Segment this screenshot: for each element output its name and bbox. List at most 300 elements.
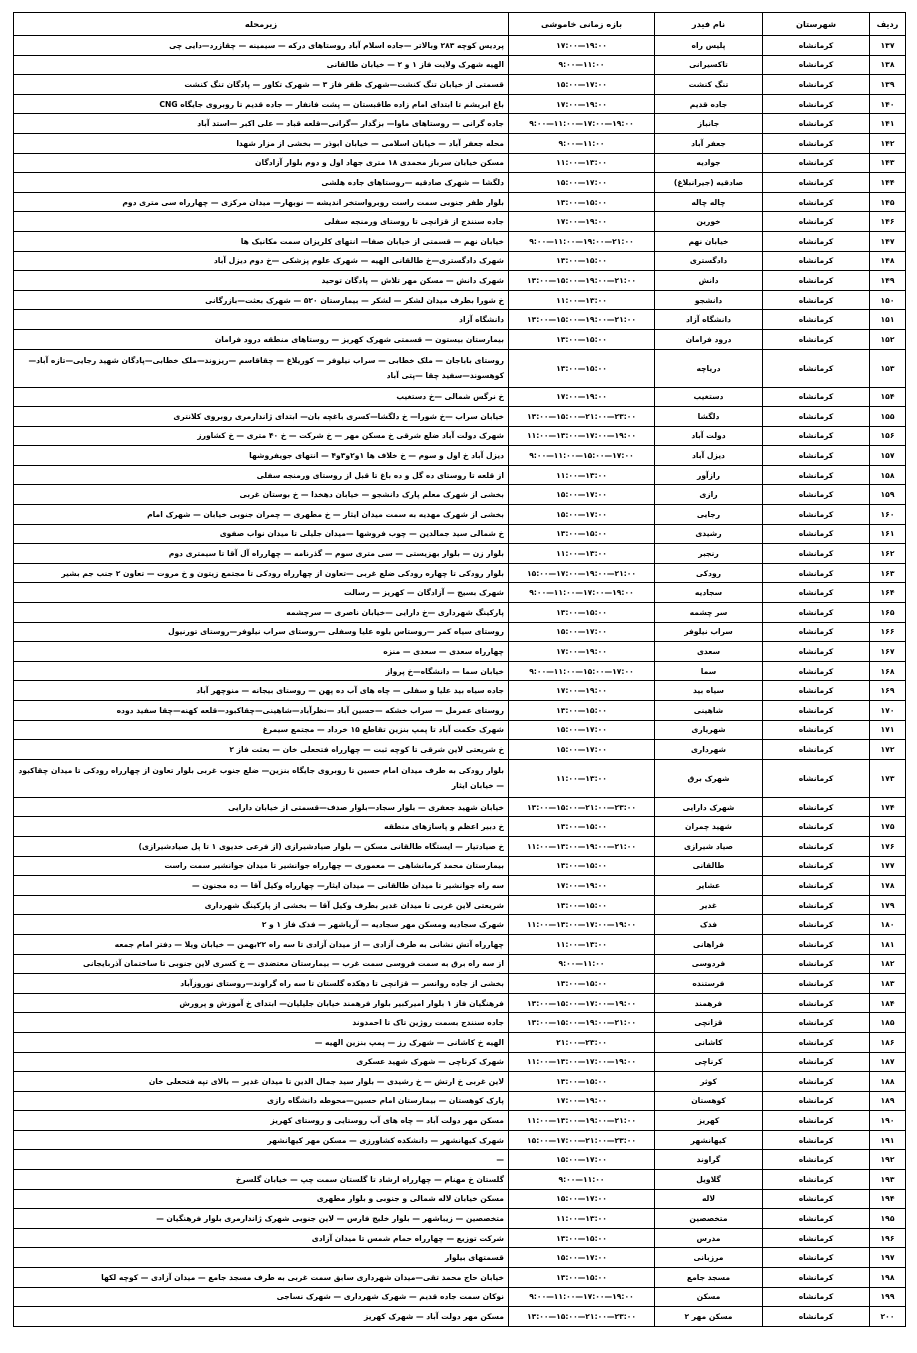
row-number-cell: ۱۷۲ xyxy=(870,740,906,760)
outage-schedule-cell: ۱۱:۰۰—۱۳:۰۰—۱۷:۰۰—۱۹:۰۰ xyxy=(509,1052,655,1072)
table-row xyxy=(14,310,906,330)
outage-schedule-cell: ۱۳:۰۰—۱۵:۰۰ xyxy=(509,817,655,837)
area-cell: شهرک دانش — مسکن مهر تلاش — پادگان توحید xyxy=(14,271,509,291)
table-row xyxy=(14,231,906,251)
feeder-name-cell: چاله چاله xyxy=(655,192,763,212)
table-row xyxy=(14,329,906,349)
outage-schedule-cell: ۱۵:۰۰—۱۷:۰۰ xyxy=(509,75,655,95)
city-cell: کرمانشاه xyxy=(763,1013,870,1033)
outage-schedule-cell: ۱۱:۰۰—۱۳:۰۰—۱۷:۰۰—۱۹:۰۰ xyxy=(509,915,655,935)
outage-schedule-cell: ۱۳:۰۰—۱۵:۰۰—۱۹:۰۰—۲۱:۰۰ xyxy=(509,271,655,291)
table-row xyxy=(14,55,906,75)
area-cell: قسمتی از خیابان تنگ کنشت—شهرک ظفر فاز ۳ — شهرک تکاور — پادگان تنگ کنشت xyxy=(14,75,509,95)
area-cell: باغ ابریشم تا ابتدای امام زاده طاقبستان — پشت فانفار — جاده قدیم تا روبروی جایگاه CNG xyxy=(14,94,509,114)
table-row xyxy=(14,173,906,193)
area-cell: جاده گرانی — روستاهای ماوا— بزگدار —گرانی—قلعه قباد — علی اکبر —استد آباد xyxy=(14,114,509,134)
outage-schedule-cell: ۱۷:۰۰—۱۹:۰۰ xyxy=(509,36,655,56)
outage-schedule-cell: ۱۱:۰۰—۱۳:۰۰ xyxy=(509,934,655,954)
city-cell: کرمانشاه xyxy=(763,622,870,642)
city-cell: کرمانشاه xyxy=(763,1268,870,1288)
row-number-cell: ۱۹۹ xyxy=(870,1287,906,1307)
table-row xyxy=(14,661,906,681)
table-row xyxy=(14,153,906,173)
city-cell: کرمانشاه xyxy=(763,55,870,75)
feeder-name-cell: رشیدی xyxy=(655,524,763,544)
feeder-name-cell: گلاویل xyxy=(655,1170,763,1190)
city-cell: کرمانشاه xyxy=(763,387,870,407)
table-row xyxy=(14,349,906,387)
feeder-name-cell: کاشانی xyxy=(655,1032,763,1052)
table-row xyxy=(14,740,906,760)
city-cell: کرمانشاه xyxy=(763,720,870,740)
row-number-cell: ۱۵۴ xyxy=(870,387,906,407)
city-cell: کرمانشاه xyxy=(763,1072,870,1092)
outage-schedule-cell: ۱۱:۰۰—۱۳:۰۰ xyxy=(509,759,655,797)
table-row xyxy=(14,485,906,505)
row-number-cell: ۱۸۱ xyxy=(870,934,906,954)
outage-schedule-cell: ۱۷:۰۰—۱۹:۰۰ xyxy=(509,681,655,701)
feeder-name-cell: مسکن مهر ۲ xyxy=(655,1307,763,1327)
area-cell: مسکن مهر دولت آباد — چاه های آب روستایی و روستای کهریز xyxy=(14,1111,509,1131)
feeder-name-cell: شهرک دارایی xyxy=(655,797,763,817)
area-cell: مسکن مهر دولت آباد — شهرک کهریز xyxy=(14,1307,509,1327)
row-number-cell: ۱۹۱ xyxy=(870,1130,906,1150)
feeder-name-cell: تاکسیرانی xyxy=(655,55,763,75)
outage-schedule-cell: ۱۳:۰۰—۱۵:۰۰ xyxy=(509,856,655,876)
area-cell: چهارراه سعدی — سعدی — منزه xyxy=(14,642,509,662)
outage-schedule-cell: ۹:۰۰—۱۱:۰۰ xyxy=(509,133,655,153)
area-cell: شهرک حکمت آباد تا پمپ بنزین تقاطع ۱۵ خرداد — مجتمع سیمرغ xyxy=(14,720,509,740)
area-cell: قسمتهای بیلوار xyxy=(14,1248,509,1268)
area-cell: بلوار رودکی تا چهاره رودکی ضلع غربی —تعاون از چهارراه رودکی تا مجتمع زیتون و خ مروت — تعاون ۲ جنب جم بشیر xyxy=(14,563,509,583)
feeder-name-cell: متخصصین xyxy=(655,1209,763,1229)
table-row xyxy=(14,1287,906,1307)
area-cell: پردیس کوچه ۲۸۳ وبالاتر —جاده اسلام آباد روستاهای درکه — سیمینه — چقازرد—دایی چی xyxy=(14,36,509,56)
row-number-cell: ۱۷۸ xyxy=(870,876,906,896)
area-cell: خ شریعتی لاین شرقی تا کوچه ثبت — چهارراه فتحعلی خان — بعثت فاز ۲ xyxy=(14,740,509,760)
outage-schedule-cell: ۱۷:۰۰—۱۹:۰۰ xyxy=(509,212,655,232)
outage-schedule-cell: ۱۵:۰۰—۱۷:۰۰ xyxy=(509,485,655,505)
city-cell: کرمانشاه xyxy=(763,426,870,446)
city-cell: کرمانشاه xyxy=(763,856,870,876)
feeder-name-cell: جعفر آباد xyxy=(655,133,763,153)
feeder-name-cell: دلگشا xyxy=(655,407,763,427)
outage-schedule-cell: ۱۷:۰۰—۱۹:۰۰ xyxy=(509,94,655,114)
area-cell: بخشی از شهرک معلم پارک دانشجو — خیابان دهخدا — خ بوستان غربی xyxy=(14,485,509,505)
row-number-cell: ۱۵۹ xyxy=(870,485,906,505)
outage-schedule-cell: ۱۵:۰۰—۱۷:۰۰ xyxy=(509,740,655,760)
row-number-cell: ۱۵۷ xyxy=(870,446,906,466)
row-number-cell: ۱۹۷ xyxy=(870,1248,906,1268)
row-number-cell: ۱۷۵ xyxy=(870,817,906,837)
table-row xyxy=(14,856,906,876)
outage-schedule-cell: ۱۳:۰۰—۱۵:۰۰—۱۹:۰۰—۲۱:۰۰ xyxy=(509,1013,655,1033)
feeder-name-cell: گراوند xyxy=(655,1150,763,1170)
row-number-cell: ۱۳۸ xyxy=(870,55,906,75)
row-number-cell: ۱۶۷ xyxy=(870,642,906,662)
outage-schedule-cell: ۱۳:۰۰—۱۵:۰۰ xyxy=(509,701,655,721)
area-cell: دیزل آباد خ اول و سوم — خ خلاف ها ۱و۲و۳و۴ — انتهای جویفروشها xyxy=(14,446,509,466)
row-number-cell: ۱۶۱ xyxy=(870,524,906,544)
table-row xyxy=(14,934,906,954)
area-cell: جاده سنندج بسمت روژین تاک تا احمدوند xyxy=(14,1013,509,1033)
area-cell: دانشگاه آزاد xyxy=(14,310,509,330)
table-row xyxy=(14,759,906,797)
feeder-name-cell: شهریاری xyxy=(655,720,763,740)
row-number-cell: ۱۸۳ xyxy=(870,974,906,994)
city-cell: کرمانشاه xyxy=(763,1209,870,1229)
row-number-cell: ۱۶۵ xyxy=(870,603,906,623)
city-cell: کرمانشاه xyxy=(763,1052,870,1072)
area-cell: خ صیادتیار — ایستگاه طالقانی مسکن — بلوار صیادشیرازی (از فرعی خدیوی ۱ تا پل صیادشیرازی) xyxy=(14,836,509,856)
table-row xyxy=(14,133,906,153)
city-cell: کرمانشاه xyxy=(763,1111,870,1131)
table-row xyxy=(14,797,906,817)
row-number-cell: ۱۹۲ xyxy=(870,1150,906,1170)
outage-schedule-cell: ۹:۰۰—۱۱:۰۰—۱۷:۰۰—۱۹:۰۰ xyxy=(509,114,655,134)
table-row xyxy=(14,290,906,310)
outage-schedule-cell: ۱۳:۰۰—۱۵:۰۰ xyxy=(509,895,655,915)
area-cell: شهرک دولت آباد ضلع شرقی خ مسکن مهر — خ شرکت — خ ۴۰ متری — خ کشاورز xyxy=(14,426,509,446)
area-cell: روستای سیاه کمر —روستاس بلوه علیا وسفلی —روستای سراب نیلوفر—روستای تورنیول xyxy=(14,622,509,642)
feeder-name-cell: تنگ کنشت xyxy=(655,75,763,95)
city-cell: کرمانشاه xyxy=(763,934,870,954)
outage-schedule-cell: ۱۱:۰۰—۱۳:۰۰—۱۷:۰۰—۱۹:۰۰ xyxy=(509,426,655,446)
row-number-cell: ۱۷۷ xyxy=(870,856,906,876)
feeder-name-cell: سجادیه xyxy=(655,583,763,603)
city-cell: کرمانشاه xyxy=(763,701,870,721)
table-row xyxy=(14,36,906,56)
area-cell: خیابان شهید جعفری — بلوار سجاد—بلوار صدف—قسمتی از خیابان دارایی xyxy=(14,797,509,817)
table-row xyxy=(14,505,906,525)
row-number-cell: ۱۹۶ xyxy=(870,1228,906,1248)
outage-schedule-cell: ۱۱:۰۰—۱۳:۰۰ xyxy=(509,465,655,485)
table-row xyxy=(14,622,906,642)
feeder-name-cell: قزانچی xyxy=(655,1013,763,1033)
feeder-name-cell: مسکن xyxy=(655,1287,763,1307)
feeder-name-cell: سراب نیلوفر xyxy=(655,622,763,642)
area-cell: شهرک کرناچی — شهرک شهید عسکری xyxy=(14,1052,509,1072)
table-row xyxy=(14,75,906,95)
city-cell: کرمانشاه xyxy=(763,114,870,134)
feeder-name-cell: مرزبانی xyxy=(655,1248,763,1268)
city-cell: کرمانشاه xyxy=(763,36,870,56)
feeder-name-cell: کوثر xyxy=(655,1072,763,1092)
outage-schedule-cell: ۹:۰۰—۱۱:۰۰—۱۵:۰۰—۱۷:۰۰ xyxy=(509,661,655,681)
feeder-name-cell: دادگستری xyxy=(655,251,763,271)
area-cell: خ شمالی سید جمالدین — چوب فروشها —میدان جلیلی تا میدان نواب صفوی xyxy=(14,524,509,544)
city-cell: کرمانشاه xyxy=(763,212,870,232)
city-cell: کرمانشاه xyxy=(763,231,870,251)
row-number-cell: ۱۴۰ xyxy=(870,94,906,114)
table-header-row xyxy=(14,13,906,36)
feeder-name-cell: فرهمند xyxy=(655,993,763,1013)
area-cell: بیمارستان محمد کرمانشاهی — معموری — چهارراه جوانشیر تا میدان جوانشیر سمت راست xyxy=(14,856,509,876)
area-cell: شهرک دادگستری—خ طالقانی الهیه — شهرک علوم پزشکی —خ دوم دیزل آباد xyxy=(14,251,509,271)
table-row xyxy=(14,701,906,721)
outage-schedule-cell: ۱۳:۰۰—۱۵:۰۰—۱۹:۰۰—۲۱:۰۰ xyxy=(509,310,655,330)
row-number-cell: ۱۸۹ xyxy=(870,1091,906,1111)
feeder-name-cell: شاهینی xyxy=(655,701,763,721)
city-cell: کرمانشاه xyxy=(763,1189,870,1209)
feeder-name-cell: کرناچی xyxy=(655,1052,763,1072)
table-row xyxy=(14,192,906,212)
table-row xyxy=(14,1248,906,1268)
table-row xyxy=(14,1111,906,1131)
row-number-cell: ۱۳۷ xyxy=(870,36,906,56)
table-row xyxy=(14,426,906,446)
table-row xyxy=(14,563,906,583)
table-row xyxy=(14,642,906,662)
outage-schedule-cell: ۱۳:۰۰—۱۵:۰۰ xyxy=(509,974,655,994)
feeder-name-cell: سعدی xyxy=(655,642,763,662)
city-cell: کرمانشاه xyxy=(763,603,870,623)
feeder-name-cell: رجایی xyxy=(655,505,763,525)
feeder-name-cell: مسجد جامع xyxy=(655,1268,763,1288)
outage-schedule-cell: ۱۳:۰۰—۱۵:۰۰ xyxy=(509,603,655,623)
table-row xyxy=(14,271,906,291)
city-cell: کرمانشاه xyxy=(763,797,870,817)
table-row xyxy=(14,836,906,856)
outage-schedule-cell: ۹:۰۰—۱۱:۰۰—۱۹:۰۰—۲۱:۰۰ xyxy=(509,231,655,251)
city-cell: کرمانشاه xyxy=(763,271,870,291)
area-cell: محله جعفر آباد — خیابان اسلامی — خیابان ابوذر — بخشی از مزار شهدا xyxy=(14,133,509,153)
area-cell: الهیه شهرک ولایت فاز ۱ و ۲ — خیابان طالقانی xyxy=(14,55,509,75)
city-cell: کرمانشاه xyxy=(763,563,870,583)
city-cell: کرمانشاه xyxy=(763,173,870,193)
header-schedule: بازه زمانی خاموشی xyxy=(509,13,655,36)
row-number-cell: ۱۴۳ xyxy=(870,153,906,173)
row-number-cell: ۱۵۲ xyxy=(870,329,906,349)
table-row xyxy=(14,993,906,1013)
area-cell: خیابان حاج محمد تقی—میدان شهرداری سابق سمت غربی به طرف مسجد جامع — میدان آزادی — کوچه لکها xyxy=(14,1268,509,1288)
feeder-name-cell: شهید چمران xyxy=(655,817,763,837)
table-row xyxy=(14,1209,906,1229)
city-cell: کرمانشاه xyxy=(763,505,870,525)
row-number-cell: ۱۸۰ xyxy=(870,915,906,935)
feeder-name-cell: دستغیب xyxy=(655,387,763,407)
row-number-cell: ۱۶۸ xyxy=(870,661,906,681)
area-cell: مسکن خیابان سرباز محمدی ۱۸ متری جهاد اول و دوم بلوار آزادگان xyxy=(14,153,509,173)
area-cell: چهارراه آتش نشانی به طرف آزادی — از میدان آزادی تا سه راه ۲۲بهمن — خیابان ویلا — دفتر امام جمعه xyxy=(14,934,509,954)
table-row xyxy=(14,544,906,564)
row-number-cell: ۱۷۶ xyxy=(870,836,906,856)
table-row xyxy=(14,251,906,271)
city-cell: کرمانشاه xyxy=(763,836,870,856)
outage-schedule-cell: ۹:۰۰—۱۱:۰۰—۱۷:۰۰—۱۹:۰۰ xyxy=(509,583,655,603)
row-number-cell: ۱۶۶ xyxy=(870,622,906,642)
table-row xyxy=(14,1052,906,1072)
table-row xyxy=(14,465,906,485)
outage-schedule-page xyxy=(13,12,905,1327)
city-cell: کرمانشاه xyxy=(763,94,870,114)
city-cell: کرمانشاه xyxy=(763,974,870,994)
row-number-cell: ۲۰۰ xyxy=(870,1307,906,1327)
outage-schedule-cell: ۹:۰۰—۱۱:۰۰ xyxy=(509,1170,655,1190)
outage-schedule-cell: ۱۷:۰۰—۱۹:۰۰ xyxy=(509,1091,655,1111)
outage-schedule-cell: ۱۳:۰۰—۱۵:۰۰ xyxy=(509,329,655,349)
city-cell: کرمانشاه xyxy=(763,465,870,485)
table-row xyxy=(14,720,906,740)
table-row xyxy=(14,1170,906,1190)
area-cell: خ نرگس شمالی —خ دستغیب xyxy=(14,387,509,407)
table-row xyxy=(14,954,906,974)
feeder-name-cell: سر چشمه xyxy=(655,603,763,623)
table-row xyxy=(14,915,906,935)
row-number-cell: ۱۵۸ xyxy=(870,465,906,485)
city-cell: کرمانشاه xyxy=(763,485,870,505)
outage-schedule-cell: ۱۱:۰۰—۱۳:۰۰ xyxy=(509,153,655,173)
area-cell: بخشی از شهرک مهدیه به سمت میدان ایثار — خ مطهری — چمران جنوبی خیابان — شهرک امام xyxy=(14,505,509,525)
outage-schedule-cell: ۱۵:۰۰—۱۷:۰۰ xyxy=(509,622,655,642)
row-number-cell: ۱۹۳ xyxy=(870,1170,906,1190)
header-feeder: نام فیدر xyxy=(655,13,763,36)
outage-schedule-cell: ۱۳:۰۰—۱۵:۰۰ xyxy=(509,192,655,212)
city-cell: کرمانشاه xyxy=(763,817,870,837)
area-cell: شهرک کیهانشهر — دانشکده کشاورزی — مسکن مهر کیهانشهر xyxy=(14,1130,509,1150)
feeder-name-cell: دانشگاه آزاد xyxy=(655,310,763,330)
feeder-name-cell: مدرس xyxy=(655,1228,763,1248)
outage-schedule-cell: ۱۵:۰۰—۱۷:۰۰ xyxy=(509,1150,655,1170)
outage-schedule-cell: ۱۳:۰۰—۱۵:۰۰ xyxy=(509,251,655,271)
city-cell: کرمانشاه xyxy=(763,1248,870,1268)
feeder-name-cell: خورین xyxy=(655,212,763,232)
header-row-number: ردیف xyxy=(870,13,906,36)
table-row xyxy=(14,817,906,837)
row-number-cell: ۱۴۶ xyxy=(870,212,906,232)
row-number-cell: ۱۶۹ xyxy=(870,681,906,701)
area-cell: از سه راه برق به سمت فروسی سمت غرب — بیمارستان معتضدی — خ کسری لاین جنوبی تا ساختمان آذربایجانی xyxy=(14,954,509,974)
row-number-cell: ۱۷۳ xyxy=(870,759,906,797)
row-number-cell: ۱۶۲ xyxy=(870,544,906,564)
feeder-name-cell: فرستنده xyxy=(655,974,763,994)
area-cell: سه راه جوانشیر تا میدان طالقانی — میدان ایثار— چهارراه وکیل آقا — ده مجنون — xyxy=(14,876,509,896)
city-cell: کرمانشاه xyxy=(763,75,870,95)
row-number-cell: ۱۵۵ xyxy=(870,407,906,427)
feeder-name-cell: پلیس راه xyxy=(655,36,763,56)
feeder-name-cell: عشایر xyxy=(655,876,763,896)
row-number-cell: ۱۷۱ xyxy=(870,720,906,740)
row-number-cell: ۱۴۸ xyxy=(870,251,906,271)
feeder-name-cell: شهرک برق xyxy=(655,759,763,797)
feeder-name-cell: رازآور xyxy=(655,465,763,485)
outage-schedule-cell: ۱۳:۰۰—۱۵:۰۰ xyxy=(509,1072,655,1092)
area-cell: متخصصین — زیباشهر — بلوار خلیج فارس — لاین جنوبی شهرک ژاندارمری بلوار فرهنگیان — xyxy=(14,1209,509,1229)
table-row xyxy=(14,1307,906,1327)
row-number-cell: ۱۵۰ xyxy=(870,290,906,310)
area-cell: لاین غربی خ ارتش — خ رشیدی — بلوار سید جمال الدین تا میدان غدیر — بالای تپه فتحعلی خان xyxy=(14,1072,509,1092)
area-cell: الهیه خ کاشانی — شهرک رز — پمپ بنزین الهیه — xyxy=(14,1032,509,1052)
outage-schedule-cell: ۱۷:۰۰—۱۹:۰۰ xyxy=(509,387,655,407)
table-row xyxy=(14,681,906,701)
row-number-cell: ۱۴۷ xyxy=(870,231,906,251)
city-cell: کرمانشاه xyxy=(763,583,870,603)
table-row xyxy=(14,1013,906,1033)
outage-schedule-cell: ۱۵:۰۰—۱۷:۰۰ xyxy=(509,720,655,740)
row-number-cell: ۱۹۰ xyxy=(870,1111,906,1131)
row-number-cell: ۱۹۸ xyxy=(870,1268,906,1288)
area-cell: شهرک بسیج — آزادگان — کهریز — رسالت xyxy=(14,583,509,603)
row-number-cell: ۱۳۹ xyxy=(870,75,906,95)
area-cell: جاده سیاه بید علیا و سفلی — چاه های آب ده پهن — روستای بیجانه — منوچهر آباد xyxy=(14,681,509,701)
city-cell: کرمانشاه xyxy=(763,1287,870,1307)
area-cell: خ دبیر اعظم و پاسازهای منطقه xyxy=(14,817,509,837)
row-number-cell: ۱۸۶ xyxy=(870,1032,906,1052)
row-number-cell: ۱۴۵ xyxy=(870,192,906,212)
table-row xyxy=(14,1091,906,1111)
area-cell: خیابان نهم — قسمتی از خیابان صفا— انتهای کلریزان سمت مکانیک ها xyxy=(14,231,509,251)
row-number-cell: ۱۴۹ xyxy=(870,271,906,291)
outage-schedule-cell: ۱۵:۰۰—۱۷:۰۰ xyxy=(509,1248,655,1268)
feeder-name-cell: شهرداری xyxy=(655,740,763,760)
row-number-cell: ۱۸۷ xyxy=(870,1052,906,1072)
city-cell: کرمانشاه xyxy=(763,251,870,271)
row-number-cell: ۱۸۸ xyxy=(870,1072,906,1092)
city-cell: کرمانشاه xyxy=(763,446,870,466)
row-number-cell: ۱۴۲ xyxy=(870,133,906,153)
outage-schedule-cell: ۱۳:۰۰—۱۵:۰۰—۲۱:۰۰—۲۳:۰۰ xyxy=(509,1307,655,1327)
feeder-name-cell: صادقیه (جیرانبلاغ) xyxy=(655,173,763,193)
table-row xyxy=(14,603,906,623)
table-row xyxy=(14,1228,906,1248)
feeder-name-cell: خیابان نهم xyxy=(655,231,763,251)
feeder-name-cell: فردوسی xyxy=(655,954,763,974)
table-row xyxy=(14,1032,906,1052)
outage-schedule-cell: ۹:۰۰—۱۱:۰۰ xyxy=(509,954,655,974)
outage-schedule-cell: ۱۵:۰۰—۱۷:۰۰—۱۹:۰۰—۲۱:۰۰ xyxy=(509,563,655,583)
row-number-cell: ۱۴۱ xyxy=(870,114,906,134)
feeder-name-cell: دریاچه xyxy=(655,349,763,387)
row-number-cell: ۱۸۴ xyxy=(870,993,906,1013)
feeder-name-cell: دانش xyxy=(655,271,763,291)
outage-schedule-cell: ۱۵:۰۰—۱۷:۰۰ xyxy=(509,173,655,193)
feeder-name-cell: دیزل آباد xyxy=(655,446,763,466)
table-row xyxy=(14,212,906,232)
row-number-cell: ۱۹۵ xyxy=(870,1209,906,1229)
area-cell: پارک کوهستان — بیمارستان امام حسین—محوطه دانشگاه رازی xyxy=(14,1091,509,1111)
city-cell: کرمانشاه xyxy=(763,681,870,701)
row-number-cell: ۱۵۱ xyxy=(870,310,906,330)
row-number-cell: ۱۶۴ xyxy=(870,583,906,603)
table-row xyxy=(14,407,906,427)
area-cell: بلوار ظفر جنوبی سمت راست روبرواستخر اندیشه — نوبهار— میدان مرکزی — چهارراه سی متری دوم xyxy=(14,192,509,212)
row-number-cell: ۱۶۳ xyxy=(870,563,906,583)
outage-schedule-cell: ۱۱:۰۰—۱۳:۰۰ xyxy=(509,290,655,310)
outage-schedule-cell: ۱۱:۰۰—۱۳:۰۰ xyxy=(509,1209,655,1229)
table-row xyxy=(14,1268,906,1288)
feeder-name-cell: فدک xyxy=(655,915,763,935)
table-row xyxy=(14,524,906,544)
city-cell: کرمانشاه xyxy=(763,740,870,760)
area-cell: خ شورا بطرف میدان لشکر — لشکر — بیمارستان ۵۲۰ — شهرک بعثت—بازرگانی xyxy=(14,290,509,310)
outage-schedule-cell: ۱۱:۰۰—۱۳:۰۰ xyxy=(509,544,655,564)
table-row xyxy=(14,94,906,114)
outage-schedule-cell: ۱۱:۰۰—۱۳:۰۰—۱۹:۰۰—۲۱:۰۰ xyxy=(509,836,655,856)
outage-schedule-cell: ۹:۰۰—۱۱:۰۰—۱۵:۰۰—۱۷:۰۰ xyxy=(509,446,655,466)
outage-schedule-cell: ۱۳:۰۰—۱۵:۰۰—۲۱:۰۰—۲۳:۰۰ xyxy=(509,407,655,427)
outage-schedule-cell: ۹:۰۰—۱۱:۰۰—۱۷:۰۰—۱۹:۰۰ xyxy=(509,1287,655,1307)
feeder-name-cell: رودکی xyxy=(655,563,763,583)
feeder-name-cell: درود فرامان xyxy=(655,329,763,349)
area-cell: شرکت توزیع — چهارراه حمام شمس تا میدان آزادی xyxy=(14,1228,509,1248)
area-cell: بلوار زن — بلوار بهزیستی — سی متری سوم — گذرنامه — چهارراه آل آقا تا سیمتری دوم xyxy=(14,544,509,564)
city-cell: کرمانشاه xyxy=(763,407,870,427)
header-city: شهرستان xyxy=(763,13,870,36)
table-row xyxy=(14,1072,906,1092)
header-area: زیرمحله xyxy=(14,13,509,36)
outage-schedule-cell: ۱۵:۰۰—۱۷:۰۰—۲۱:۰۰—۲۳:۰۰ xyxy=(509,1130,655,1150)
outage-schedule-table xyxy=(13,12,906,1327)
